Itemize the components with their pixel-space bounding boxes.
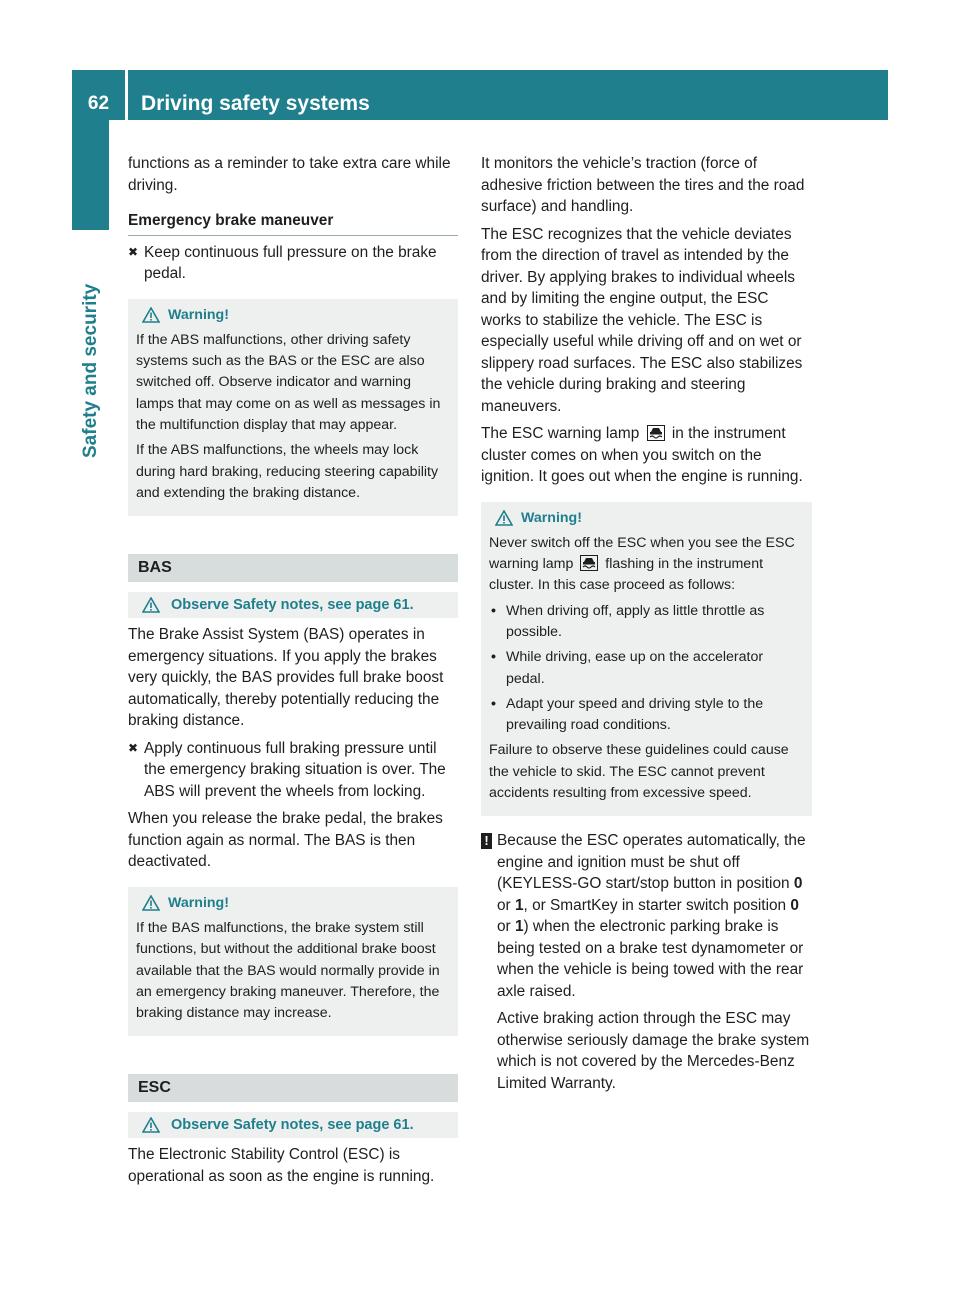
page-number: 62: [87, 93, 110, 114]
step-arrow-icon: ✖: [128, 740, 139, 755]
list-item: [489, 694, 804, 737]
bullet-icon: •: [491, 649, 496, 666]
text-run: The ESC warning lamp: [481, 425, 640, 442]
observe-text: Observe Safety notes, see page 61.: [171, 1117, 414, 1134]
text-run: , or SmartKey in starter switch position: [523, 896, 787, 914]
text-run: flashing in the instrument cluster. In this case proceed as follows:: [489, 556, 764, 594]
text-run: Never switch off the ESC when you see the ESC warning lamp: [489, 534, 795, 573]
bullet-icon: •: [491, 695, 496, 712]
note-text: [497, 830, 812, 1002]
warning-box: [128, 887, 458, 1037]
step-text: Apply continuous full braking pressure until the emergency braking situation is over. The ABS will prevent the wheels from locking.: [144, 739, 446, 800]
page-title: Driving safety systems: [141, 92, 370, 115]
list-item: [489, 601, 804, 644]
paragraph: [481, 423, 812, 488]
warning-triangle-icon: [142, 1117, 160, 1133]
warning-box: [481, 502, 812, 817]
bullet-icon: •: [491, 602, 496, 619]
position-value: 1: [514, 918, 524, 936]
section-heading-bas: BAS: [128, 554, 458, 582]
paragraph: When you release the brake pedal, the brakes function again as normal. The BAS is then deactivated.: [128, 810, 443, 871]
position-value: 0: [790, 896, 799, 914]
exclamation-note-icon: !: [481, 833, 492, 849]
warning-text: Failure to observe these guidelines could cause the vehicle to skid. The ESC cannot prevent accidents resulting from excessive speed.: [489, 742, 789, 802]
list-item-text: Adapt your speed and driving style to the prevailing road conditions.: [506, 695, 764, 734]
note-text: Active braking action through the ESC may otherwise seriously damage the brake system which is not covered by the Mercedes-Benz Limited Warranty.: [497, 1010, 810, 1092]
warning-text: If the ABS malfunctions, other driving safety systems such as the BAS or the ESC are also switched off. Observe indicator and warning lamps that may come on as well as messages in the multifunction display that may appear.: [136, 331, 441, 433]
paragraph: The Brake Assist System (BAS) operates in emergency situations. If you apply the brakes very quickly, the BAS provides full brake boost automatically, thereby potentially reducing the braking distance.: [128, 626, 444, 730]
paragraph: functions as a reminder to take extra care while driving.: [128, 155, 451, 194]
header-divider: [125, 70, 128, 120]
warning-title: Warning!: [168, 306, 229, 323]
position-value: 0: [793, 875, 803, 893]
side-tab-label: Safety and security: [80, 283, 101, 459]
instruction-step: [128, 242, 458, 285]
paragraph: The ESC recognizes that the vehicle deviates from the direction of travel as intended by the driver. By applying brakes to individual wheels and by limiting the engine output, the ESC works to stabilize the vehicle. The ESC is especially useful while driving off and on wet or slippery road surfaces. The ESC also stabilizes the vehicle during braking and steering maneuvers.: [481, 225, 803, 415]
warning-triangle-icon: [142, 307, 160, 323]
warning-box: [128, 299, 458, 517]
instruction-step: [128, 738, 458, 803]
step-text: Keep continuous full pressure on the brake pedal.: [144, 243, 437, 282]
side-tab-block: [72, 120, 109, 230]
list-item: [489, 647, 804, 690]
warning-triangle-icon: [142, 895, 160, 911]
text-run: or: [497, 918, 511, 936]
list-item-text: While driving, ease up on the accelerator pedal.: [506, 649, 764, 687]
position-value: 1: [514, 896, 524, 914]
warning-heading: [136, 893, 450, 914]
warning-text: [489, 533, 804, 597]
list-item-text: When driving off, apply as little throttle as possible.: [506, 602, 765, 640]
warning-title: Warning!: [521, 509, 582, 526]
warning-triangle-icon: [142, 597, 160, 613]
paragraph: It monitors the vehicle’s traction (force of adhesive friction between the tires and the road surface) and handling.: [481, 155, 805, 215]
esc-skid-car-icon: [647, 425, 665, 441]
text-run: ) when the electronic parking brake is being tested on a brake test dynamometer or when the vehicle is being towed with the rear axle raised.: [497, 918, 804, 1000]
warning-triangle-icon: [495, 510, 513, 526]
text-run: Because the ESC operates automatically, the engine and ignition must be shut off (KEYLESS-GO start/stop button in position: [497, 832, 806, 893]
warning-text: If the ABS malfunctions, the wheels may lock during hard braking, reducing steering capability and extending the braking distance.: [136, 442, 439, 501]
warning-heading: [136, 305, 450, 326]
right-column: [481, 153, 812, 1100]
observe-safety-notes: [128, 1112, 458, 1138]
paragraph: The Electronic Stability Control (ESC) is operational as soon as the engine is running.: [128, 1146, 435, 1185]
text-run: or: [497, 896, 511, 914]
warning-title: Warning!: [168, 894, 229, 911]
section-heading-esc: ESC: [128, 1074, 458, 1102]
subheading-emergency-brake: Emergency brake maneuver: [128, 210, 458, 236]
note-block: [481, 830, 812, 1094]
left-column: [128, 153, 458, 1193]
observe-safety-notes: [128, 592, 458, 618]
observe-text: Observe Safety notes, see page 61.: [171, 597, 414, 614]
warning-text: If the BAS malfunctions, the brake system still functions, but without the additional brake boost available that the BAS would normally provide in an emergency braking maneuver. Therefore, the braking distance may increase.: [136, 919, 440, 1022]
esc-skid-car-icon: [580, 555, 598, 571]
step-arrow-icon: ✖: [128, 244, 139, 259]
warning-heading: [489, 508, 804, 529]
text-run: in the instrument cluster comes on when you switch on the ignition. It goes out when the engine is running.: [481, 425, 803, 485]
